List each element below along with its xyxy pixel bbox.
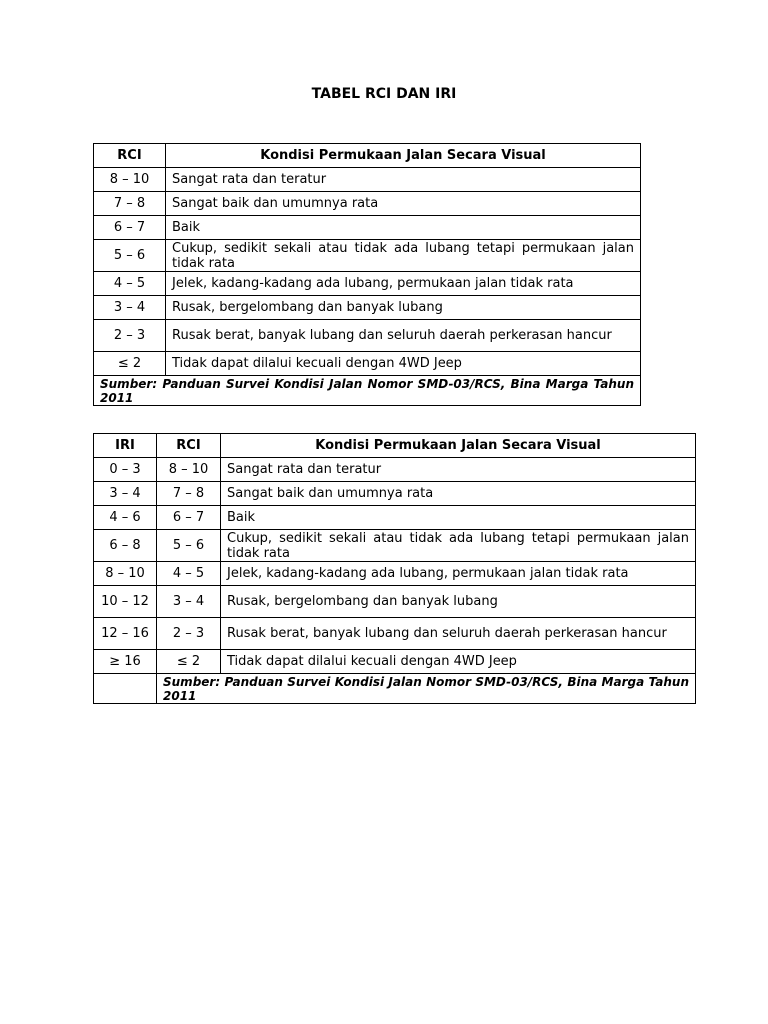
table-row [94,650,696,674]
table-row [94,506,696,530]
rci-cell: 4 – 5 [94,272,166,296]
iri-cell: 3 – 4 [94,482,157,506]
kondisi-cell: Sangat rata dan teratur [166,168,641,192]
rci-cell: 6 – 7 [94,216,166,240]
table-row [94,240,641,272]
table-row [94,618,696,650]
rci-cell: 4 – 5 [157,562,221,586]
kondisi-cell: Tidak dapat dilalui kecuali dengan 4WD Jeep [221,650,696,674]
table-row [94,458,696,482]
table-row [94,192,641,216]
table-row [94,296,641,320]
kondisi-cell: Cukup, sedikit sekali atau tidak ada lubang tetapi permukaan jalan tidak rata [166,240,641,272]
rci-cell: 7 – 8 [157,482,221,506]
document-title: TABEL RCI DAN IRI [311,86,457,102]
kondisi-cell: Baik [221,506,696,530]
rci-cell: 8 – 10 [94,168,166,192]
kondisi-cell: Rusak berat, banyak lubang dan seluruh daerah perkerasan hancur [221,618,696,650]
iri-cell: ≥ 16 [94,650,157,674]
iri-cell: 10 – 12 [94,586,157,618]
header-rci: RCI [94,144,166,168]
kondisi-cell: Jelek, kadang-kadang ada lubang, permukaan jalan tidak rata [166,272,641,296]
source-row [94,376,641,406]
kondisi-cell: Rusak berat, banyak lubang dan seluruh daerah perkerasan hancur [166,320,641,352]
source-note: Sumber: Panduan Survei Kondisi Jalan Nomor SMD-03/RCS, Bina Marga Tahun 2011 [157,674,696,704]
table-header-row [94,434,696,458]
table-row [94,216,641,240]
kondisi-cell: Jelek, kadang-kadang ada lubang, permukaan jalan tidak rata [221,562,696,586]
rci-cell: 6 – 7 [157,506,221,530]
rci-cell: 3 – 4 [157,586,221,618]
rci-cell: 8 – 10 [157,458,221,482]
rci-cell: ≤ 2 [157,650,221,674]
table-row [94,320,641,352]
empty-cell [94,674,157,704]
header-rci: RCI [157,434,221,458]
iri-rci-table [93,433,696,704]
table-row [94,562,696,586]
table-row [94,272,641,296]
rci-cell: 2 – 3 [157,618,221,650]
source-row [94,674,696,704]
iri-cell: 6 – 8 [94,530,157,562]
table-row [94,530,696,562]
table-header-row [94,144,641,168]
header-kondisi: Kondisi Permukaan Jalan Secara Visual [166,144,641,168]
rci-cell: 5 – 6 [94,240,166,272]
rci-cell: 7 – 8 [94,192,166,216]
table-row [94,586,696,618]
table-row [94,482,696,506]
kondisi-cell: Sangat baik dan umumnya rata [221,482,696,506]
table-row [94,352,641,376]
rci-table [93,143,641,406]
kondisi-cell: Cukup, sedikit sekali atau tidak ada lubang tetapi permukaan jalan tidak rata [221,530,696,562]
rci-cell: 3 – 4 [94,296,166,320]
kondisi-cell: Rusak, bergelombang dan banyak lubang [221,586,696,618]
kondisi-cell: Rusak, bergelombang dan banyak lubang [166,296,641,320]
header-kondisi: Kondisi Permukaan Jalan Secara Visual [221,434,696,458]
iri-cell: 12 – 16 [94,618,157,650]
rci-cell: ≤ 2 [94,352,166,376]
kondisi-cell: Sangat baik dan umumnya rata [166,192,641,216]
source-note: Sumber: Panduan Survei Kondisi Jalan Nomor SMD-03/RCS, Bina Marga Tahun 2011 [94,376,641,406]
kondisi-cell: Tidak dapat dilalui kecuali dengan 4WD Jeep [166,352,641,376]
kondisi-cell: Baik [166,216,641,240]
kondisi-cell: Sangat rata dan teratur [221,458,696,482]
rci-cell: 2 – 3 [94,320,166,352]
table-row [94,168,641,192]
iri-cell: 4 – 6 [94,506,157,530]
iri-cell: 0 – 3 [94,458,157,482]
iri-cell: 8 – 10 [94,562,157,586]
rci-cell: 5 – 6 [157,530,221,562]
header-iri: IRI [94,434,157,458]
